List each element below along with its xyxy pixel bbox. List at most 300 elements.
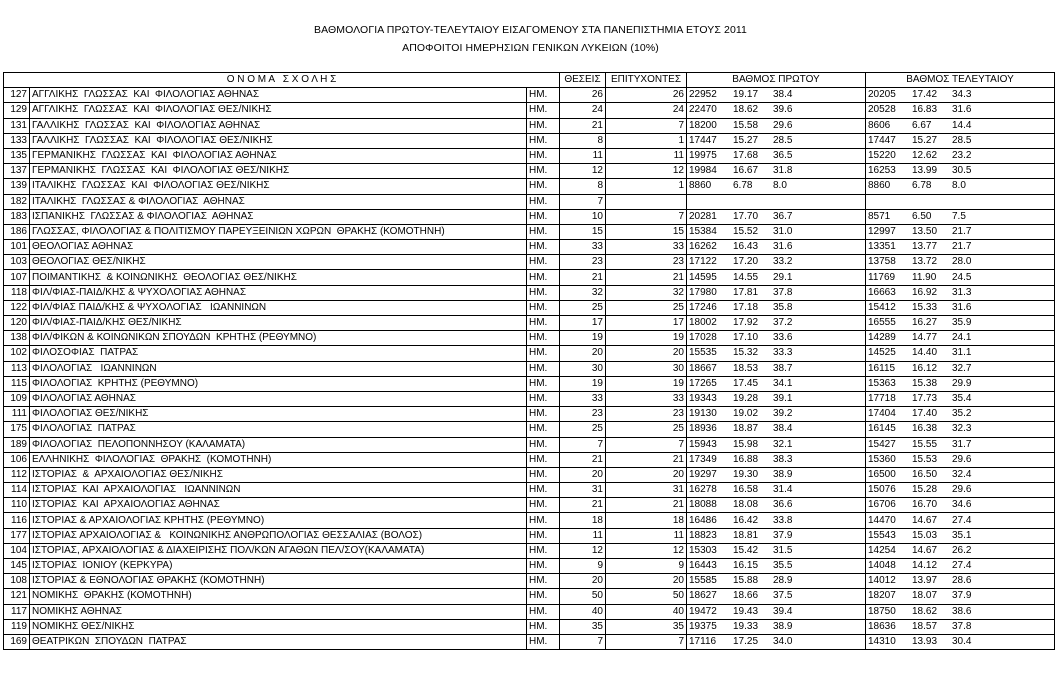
seats-value: 20 bbox=[560, 574, 606, 589]
seats-value: 24 bbox=[560, 103, 606, 118]
last-grade: 6.67 bbox=[912, 119, 932, 131]
last-points: 27.4 bbox=[952, 560, 972, 572]
first-rank: 22470 bbox=[689, 104, 717, 116]
first-score-cell bbox=[687, 164, 866, 179]
first-grade: 17.10 bbox=[733, 332, 759, 344]
first-points: 31.8 bbox=[773, 165, 793, 177]
last-grade: 13.99 bbox=[912, 165, 938, 177]
first-points: 36.7 bbox=[773, 210, 793, 222]
school-name: ΘΕΟΛΟΓΙΑΣ ΑΘΗΝΑΣ bbox=[30, 240, 527, 255]
school-name: ΙΣΤΟΡΙΑΣ & ΕΘΝΟΛΟΓΙΑΣ ΘΡΑΚΗΣ (ΚΟΜΟΤΗΝΗ) bbox=[30, 574, 527, 589]
first-rank: 18200 bbox=[689, 119, 717, 131]
seats-value: 32 bbox=[560, 285, 606, 300]
table-row bbox=[4, 194, 1055, 209]
last-points: 31.6 bbox=[952, 301, 972, 313]
school-type: ΗΜ. bbox=[527, 619, 560, 634]
last-score-cell bbox=[866, 240, 1055, 255]
school-type: ΗΜ. bbox=[527, 589, 560, 604]
last-score-cell bbox=[866, 300, 1055, 315]
first-score-cell bbox=[687, 103, 866, 118]
first-grade: 19.43 bbox=[733, 605, 759, 617]
first-rank: 17980 bbox=[689, 286, 717, 298]
seats-value: 25 bbox=[560, 422, 606, 437]
first-grade: 17.25 bbox=[733, 636, 759, 648]
first-score-cell bbox=[687, 452, 866, 467]
first-points: 37.2 bbox=[773, 317, 793, 329]
first-score-cell bbox=[687, 300, 866, 315]
last-grade: 12.62 bbox=[912, 150, 938, 162]
table-row bbox=[4, 407, 1055, 422]
school-type: ΗΜ. bbox=[527, 103, 560, 118]
last-grade: 15.33 bbox=[912, 301, 938, 313]
school-type: ΗΜ. bbox=[527, 634, 560, 649]
first-points: 38.9 bbox=[773, 468, 793, 480]
first-rank: 19130 bbox=[689, 408, 717, 420]
first-points: 37.9 bbox=[773, 529, 793, 541]
school-code: 114 bbox=[4, 483, 30, 498]
school-type: ΗΜ. bbox=[527, 194, 560, 209]
first-score-cell bbox=[687, 224, 866, 239]
school-name: ΝΟΜΙΚΗΣ ΘΕΣ/ΝΙΚΗΣ bbox=[30, 619, 527, 634]
school-name: ΠΟΙΜΑΝΤΙΚΗΣ & ΚΟΙΝΩΝΙΚΗΣ ΘΕΟΛΟΓΙΑΣ ΘΕΣ/ΝΙΚΗΣ bbox=[30, 270, 527, 285]
table-row bbox=[4, 103, 1055, 118]
first-grade: 15.58 bbox=[733, 119, 759, 131]
school-name: ΝΟΜΙΚΗΣ ΘΡΑΚΗΣ (ΚΟΜΟΤΗΝΗ) bbox=[30, 589, 527, 604]
first-rank: 18667 bbox=[689, 362, 717, 374]
school-name: ΦΙΛ/ΦΙΑΣ ΠΑΙΔ/ΚΗΣ & ΨΥΧΟΛΟΓΙΑΣ ΙΩΑΝΝΙΝΩΝ bbox=[30, 300, 527, 315]
first-rank: 8860 bbox=[689, 180, 712, 192]
first-score-cell bbox=[687, 133, 866, 148]
last-rank: 15363 bbox=[868, 377, 896, 389]
seats-value: 23 bbox=[560, 255, 606, 270]
school-code: 122 bbox=[4, 300, 30, 315]
table-row bbox=[4, 240, 1055, 255]
first-score-cell bbox=[687, 255, 866, 270]
first-score-cell bbox=[687, 376, 866, 391]
school-code: 108 bbox=[4, 574, 30, 589]
last-points: 38.6 bbox=[952, 605, 972, 617]
seats-value: 12 bbox=[560, 164, 606, 179]
first-grade: 16.15 bbox=[733, 560, 759, 572]
first-score-cell bbox=[687, 209, 866, 224]
last-grade: 6.78 bbox=[912, 180, 932, 192]
table-row bbox=[4, 346, 1055, 361]
first-score-cell bbox=[687, 574, 866, 589]
school-name: ΙΣΤΟΡΙΑΣ ΚΑΙ ΑΡΧΑΙΟΛΟΓΙΑΣ ΑΘΗΝΑΣ bbox=[30, 498, 527, 513]
last-grade: 14.67 bbox=[912, 514, 938, 526]
school-code: 189 bbox=[4, 437, 30, 452]
first-rank: 16262 bbox=[689, 241, 717, 253]
school-code: 137 bbox=[4, 164, 30, 179]
last-rank: 17404 bbox=[868, 408, 896, 420]
first-points: 37.8 bbox=[773, 286, 793, 298]
seats-value: 19 bbox=[560, 331, 606, 346]
school-type: ΗΜ. bbox=[527, 164, 560, 179]
table-row bbox=[4, 270, 1055, 285]
school-code: 177 bbox=[4, 528, 30, 543]
first-points: 31.6 bbox=[773, 241, 793, 253]
last-score-cell bbox=[866, 452, 1055, 467]
school-type: ΗΜ. bbox=[527, 148, 560, 163]
last-score-cell bbox=[866, 361, 1055, 376]
school-name: ΓΑΛΛΙΚΗΣ ΓΛΩΣΣΑΣ ΚΑΙ ΦΙΛΟΛΟΓΙΑΣ ΘΕΣ/ΝΙΚΗΣ bbox=[30, 133, 527, 148]
last-points: 34.3 bbox=[952, 89, 972, 101]
first-grade: 19.02 bbox=[733, 408, 759, 420]
seats-value: 26 bbox=[560, 88, 606, 103]
table-row bbox=[4, 559, 1055, 574]
first-score-cell bbox=[687, 513, 866, 528]
first-points: 33.6 bbox=[773, 332, 793, 344]
last-grade: 14.12 bbox=[912, 560, 938, 572]
table-row bbox=[4, 179, 1055, 194]
last-rank: 8571 bbox=[868, 210, 891, 222]
school-code: 117 bbox=[4, 604, 30, 619]
last-rank: 8606 bbox=[868, 119, 891, 131]
first-points: 38.9 bbox=[773, 620, 793, 632]
first-grade: 18.87 bbox=[733, 423, 759, 435]
school-type: ΗΜ. bbox=[527, 559, 560, 574]
seats-value: 23 bbox=[560, 407, 606, 422]
header-admitted: ΕΠΙΤΥΧΟΝΤΕΣ bbox=[606, 73, 687, 88]
seats-value: 8 bbox=[560, 133, 606, 148]
table-row bbox=[4, 209, 1055, 224]
school-name: ΓΕΡΜΑΝΙΚΗΣ ΓΛΩΣΣΑΣ ΚΑΙ ΦΙΛΟΛΟΓΙΑΣ ΑΘΗΝΑΣ bbox=[30, 148, 527, 163]
first-points: 28.9 bbox=[773, 575, 793, 587]
first-rank: 18627 bbox=[689, 590, 717, 602]
first-grade: 15.42 bbox=[733, 544, 759, 556]
seats-value: 19 bbox=[560, 376, 606, 391]
seats-value: 15 bbox=[560, 224, 606, 239]
school-code: 110 bbox=[4, 498, 30, 513]
last-points: 35.4 bbox=[952, 393, 972, 405]
last-points: 28.5 bbox=[952, 134, 972, 146]
school-type: ΗΜ. bbox=[527, 361, 560, 376]
first-points: 39.2 bbox=[773, 408, 793, 420]
last-rank: 16115 bbox=[868, 362, 896, 374]
school-type: ΗΜ. bbox=[527, 422, 560, 437]
last-score-cell bbox=[866, 407, 1055, 422]
last-score-cell bbox=[866, 376, 1055, 391]
seats-value: 21 bbox=[560, 270, 606, 285]
last-score-cell bbox=[866, 528, 1055, 543]
admitted-value: 20 bbox=[606, 467, 687, 482]
school-code: 127 bbox=[4, 88, 30, 103]
school-name: ΝΟΜΙΚΗΣ ΑΘΗΝΑΣ bbox=[30, 604, 527, 619]
table-row bbox=[4, 589, 1055, 604]
first-points: 33.2 bbox=[773, 256, 793, 268]
seats-value: 21 bbox=[560, 498, 606, 513]
school-code: 183 bbox=[4, 209, 30, 224]
last-rank: 20205 bbox=[868, 89, 896, 101]
first-score-cell bbox=[687, 118, 866, 133]
last-score-cell bbox=[866, 194, 1055, 209]
admitted-value: 19 bbox=[606, 331, 687, 346]
last-rank: 13351 bbox=[868, 241, 896, 253]
school-code: 118 bbox=[4, 285, 30, 300]
last-rank: 15220 bbox=[868, 150, 896, 162]
school-code: 133 bbox=[4, 133, 30, 148]
school-name: ΙΣΤΟΡΙΑΣ ΙΟΝΙΟΥ (ΚΕΡΚΥΡΑ) bbox=[30, 559, 527, 574]
first-grade: 15.88 bbox=[733, 575, 759, 587]
first-grade: 6.78 bbox=[733, 180, 753, 192]
last-score-cell bbox=[866, 513, 1055, 528]
school-name: ΦΙΛΟΛΟΓΙΑΣ ΘΕΣ/ΝΙΚΗΣ bbox=[30, 407, 527, 422]
last-score-cell bbox=[866, 543, 1055, 558]
seats-value: 33 bbox=[560, 240, 606, 255]
first-points: 35.5 bbox=[773, 560, 793, 572]
first-rank: 17349 bbox=[689, 453, 717, 465]
first-score-cell bbox=[687, 422, 866, 437]
school-name: ΙΤΑΛΙΚΗΣ ΓΛΩΣΣΑΣ & ΦΙΛΟΛΟΓΙΑΣ ΑΘΗΝΑΣ bbox=[30, 194, 527, 209]
first-score-cell bbox=[687, 391, 866, 406]
school-name: ΓΕΡΜΑΝΙΚΗΣ ΓΛΩΣΣΑΣ ΚΑΙ ΦΙΛΟΛΟΓΙΑΣ ΘΕΣ/ΝΙΚΗΣ bbox=[30, 164, 527, 179]
school-name: ΑΓΓΛΙΚΗΣ ΓΛΩΣΣΑΣ ΚΑΙ ΦΙΛΟΛΟΓΙΑΣ ΘΕΣ/ΝΙΚΗΣ bbox=[30, 103, 527, 118]
school-code: 103 bbox=[4, 255, 30, 270]
school-type: ΗΜ. bbox=[527, 452, 560, 467]
last-points: 34.6 bbox=[952, 499, 972, 511]
school-code: 107 bbox=[4, 270, 30, 285]
school-name: ΙΣΤΟΡΙΑΣ & ΑΡΧΑΙΟΛΟΓΙΑΣ ΘΕΣ/ΝΙΚΗΣ bbox=[30, 467, 527, 482]
table-row bbox=[4, 452, 1055, 467]
first-points: 35.8 bbox=[773, 301, 793, 313]
school-code: 135 bbox=[4, 148, 30, 163]
last-grade: 16.70 bbox=[912, 499, 938, 511]
first-rank: 15585 bbox=[689, 575, 717, 587]
first-rank: 19975 bbox=[689, 150, 717, 162]
first-score-cell bbox=[687, 589, 866, 604]
last-points: 28.6 bbox=[952, 575, 972, 587]
admitted-value: 9 bbox=[606, 559, 687, 574]
last-rank: 15427 bbox=[868, 438, 896, 450]
first-rank: 15535 bbox=[689, 347, 717, 359]
school-type: ΗΜ. bbox=[527, 118, 560, 133]
school-type: ΗΜ. bbox=[527, 407, 560, 422]
table-row bbox=[4, 88, 1055, 103]
school-type: ΗΜ. bbox=[527, 255, 560, 270]
first-points: 8.0 bbox=[773, 180, 787, 192]
first-score-cell bbox=[687, 437, 866, 452]
first-points: 32.1 bbox=[773, 438, 793, 450]
last-rank: 15543 bbox=[868, 529, 896, 541]
first-score-cell bbox=[687, 148, 866, 163]
school-type: ΗΜ. bbox=[527, 483, 560, 498]
first-score-cell bbox=[687, 88, 866, 103]
first-score-cell bbox=[687, 194, 866, 209]
school-type: ΗΜ. bbox=[527, 376, 560, 391]
last-points: 30.4 bbox=[952, 636, 972, 648]
last-rank: 8860 bbox=[868, 180, 891, 192]
school-type: ΗΜ. bbox=[527, 604, 560, 619]
admitted-value: 1 bbox=[606, 133, 687, 148]
last-score-cell bbox=[866, 589, 1055, 604]
school-name: ΦΙΛ/ΦΙΚΩΝ & ΚΟΙΝΩΝΙΚΩΝ ΣΠΟΥΔΩΝ ΚΡΗΤΗΣ (ΡΕΘΥΜΝΟ) bbox=[30, 331, 527, 346]
seats-value: 11 bbox=[560, 528, 606, 543]
first-rank: 17028 bbox=[689, 332, 717, 344]
first-rank: 17447 bbox=[689, 134, 717, 146]
last-points: 35.1 bbox=[952, 529, 972, 541]
last-grade: 13.72 bbox=[912, 256, 938, 268]
first-rank: 17265 bbox=[689, 377, 717, 389]
school-type: ΗΜ. bbox=[527, 209, 560, 224]
last-points: 29.6 bbox=[952, 484, 972, 496]
last-points: 7.5 bbox=[952, 210, 966, 222]
school-name: ΘΕΟΛΟΓΙΑΣ ΘΕΣ/ΝΙΚΗΣ bbox=[30, 255, 527, 270]
last-score-cell bbox=[866, 88, 1055, 103]
last-grade: 16.12 bbox=[912, 362, 938, 374]
first-rank: 19297 bbox=[689, 468, 717, 480]
school-name: ΙΣΤΟΡΙΑΣ ΑΡΧΑΙΟΛΟΓΙΑΣ & ΚΟΙΝΩΝΙΚΗΣ ΑΝΘΡΩΠΟΛΟΓΙΑΣ ΘΕΣΣΑΛΙΑΣ (ΒΟΛΟΣ) bbox=[30, 528, 527, 543]
admitted-value: 18 bbox=[606, 513, 687, 528]
admitted-value: 21 bbox=[606, 270, 687, 285]
first-grade: 18.66 bbox=[733, 590, 759, 602]
first-grade: 14.55 bbox=[733, 271, 759, 283]
school-type: ΗΜ. bbox=[527, 270, 560, 285]
first-points: 31.4 bbox=[773, 484, 793, 496]
table-row bbox=[4, 467, 1055, 482]
school-name: ΕΛΛΗΝΙΚΗΣ ΦΙΛΟΛΟΓΙΑΣ ΘΡΑΚΗΣ (ΚΟΜΟΤΗΝΗ) bbox=[30, 452, 527, 467]
last-points: 27.4 bbox=[952, 514, 972, 526]
table-row bbox=[4, 422, 1055, 437]
seats-value: 25 bbox=[560, 300, 606, 315]
last-rank: 15076 bbox=[868, 484, 896, 496]
first-grade: 19.30 bbox=[733, 468, 759, 480]
last-grade: 15.28 bbox=[912, 484, 938, 496]
school-name: ΦΙΛΟΛΟΓΙΑΣ ΠΑΤΡΑΣ bbox=[30, 422, 527, 437]
last-rank: 14310 bbox=[868, 636, 896, 648]
admitted-value bbox=[606, 194, 687, 209]
last-grade: 16.83 bbox=[912, 104, 938, 116]
last-grade: 15.53 bbox=[912, 453, 938, 465]
first-rank: 15943 bbox=[689, 438, 717, 450]
school-type: ΗΜ. bbox=[527, 300, 560, 315]
school-name: ΑΓΓΛΙΚΗΣ ΓΛΩΣΣΑΣ ΚΑΙ ΦΙΛΟΛΟΓΙΑΣ ΑΘΗΝΑΣ bbox=[30, 88, 527, 103]
table-row bbox=[4, 285, 1055, 300]
last-rank: 18636 bbox=[868, 620, 896, 632]
seats-value: 8 bbox=[560, 179, 606, 194]
last-points: 37.9 bbox=[952, 590, 972, 602]
school-code: 116 bbox=[4, 513, 30, 528]
school-code: 111 bbox=[4, 407, 30, 422]
table-row bbox=[4, 574, 1055, 589]
school-type: ΗΜ. bbox=[527, 467, 560, 482]
first-grade: 18.62 bbox=[733, 104, 759, 116]
last-grade: 6.50 bbox=[912, 210, 932, 222]
school-type: ΗΜ. bbox=[527, 574, 560, 589]
last-points: 31.7 bbox=[952, 438, 972, 450]
last-points: 32.7 bbox=[952, 362, 972, 374]
last-grade: 13.77 bbox=[912, 241, 938, 253]
last-score-cell bbox=[866, 316, 1055, 331]
first-score-cell bbox=[687, 270, 866, 285]
table-row bbox=[4, 619, 1055, 634]
school-name: ΦΙΛ/ΦΙΑΣ-ΠΑΙΔ/ΚΗΣ & ΨΥΧΟΛΟΓΙΑΣ ΑΘΗΝΑΣ bbox=[30, 285, 527, 300]
last-rank: 15412 bbox=[868, 301, 896, 313]
table-row bbox=[4, 148, 1055, 163]
first-rank: 16486 bbox=[689, 514, 717, 526]
first-rank: 16443 bbox=[689, 560, 717, 572]
school-type: ΗΜ. bbox=[527, 346, 560, 361]
last-rank: 17447 bbox=[868, 134, 896, 146]
last-grade: 15.03 bbox=[912, 529, 938, 541]
school-code: 102 bbox=[4, 346, 30, 361]
table-row bbox=[4, 528, 1055, 543]
first-rank: 20281 bbox=[689, 210, 717, 222]
first-score-cell bbox=[687, 407, 866, 422]
school-name: ΦΙΛΟΛΟΓΙΑΣ ΑΘΗΝΑΣ bbox=[30, 391, 527, 406]
school-code: 175 bbox=[4, 422, 30, 437]
last-score-cell bbox=[866, 559, 1055, 574]
first-points: 38.7 bbox=[773, 362, 793, 374]
last-score-cell bbox=[866, 391, 1055, 406]
last-rank: 16145 bbox=[868, 423, 896, 435]
first-points: 29.1 bbox=[773, 271, 793, 283]
first-score-cell bbox=[687, 240, 866, 255]
last-rank: 11769 bbox=[868, 271, 896, 283]
table-row bbox=[4, 118, 1055, 133]
last-score-cell bbox=[866, 422, 1055, 437]
last-score-cell bbox=[866, 437, 1055, 452]
school-code: 139 bbox=[4, 179, 30, 194]
table-row bbox=[4, 513, 1055, 528]
last-points: 21.7 bbox=[952, 225, 972, 237]
first-grade: 17.18 bbox=[733, 301, 759, 313]
admitted-value: 31 bbox=[606, 483, 687, 498]
last-rank: 16663 bbox=[868, 286, 896, 298]
last-rank: 17718 bbox=[868, 393, 896, 405]
seats-value: 7 bbox=[560, 437, 606, 452]
table-row bbox=[4, 316, 1055, 331]
first-score-cell bbox=[687, 604, 866, 619]
admitted-value: 40 bbox=[606, 604, 687, 619]
school-code: 121 bbox=[4, 589, 30, 604]
school-name: ΦΙΛΟΛΟΓΙΑΣ ΠΕΛΟΠΟΝΝΗΣΟΥ (ΚΑΛΑΜΑΤΑ) bbox=[30, 437, 527, 452]
first-score-cell bbox=[687, 483, 866, 498]
last-rank: 16706 bbox=[868, 499, 896, 511]
admitted-value: 30 bbox=[606, 361, 687, 376]
seats-value: 9 bbox=[560, 559, 606, 574]
last-score-cell bbox=[866, 285, 1055, 300]
first-score-cell bbox=[687, 543, 866, 558]
first-score-cell bbox=[687, 346, 866, 361]
last-score-cell bbox=[866, 148, 1055, 163]
table-row bbox=[4, 498, 1055, 513]
last-grade: 17.42 bbox=[912, 89, 938, 101]
first-grade: 15.52 bbox=[733, 225, 759, 237]
last-points: 31.1 bbox=[952, 347, 972, 359]
header-last-score: ΒΑΘΜΟΣ ΤΕΛΕΥΤΑΙΟΥ bbox=[866, 73, 1055, 88]
school-type: ΗΜ. bbox=[527, 498, 560, 513]
school-code: 113 bbox=[4, 361, 30, 376]
seats-value: 40 bbox=[560, 604, 606, 619]
last-grade: 16.92 bbox=[912, 286, 938, 298]
last-grade: 18.07 bbox=[912, 590, 938, 602]
last-score-cell bbox=[866, 133, 1055, 148]
seats-value: 31 bbox=[560, 483, 606, 498]
school-name: ΓΑΛΛΙΚΗΣ ΓΛΩΣΣΑΣ ΚΑΙ ΦΙΛΟΛΟΓΙΑΣ ΑΘΗΝΑΣ bbox=[30, 118, 527, 133]
school-type: ΗΜ. bbox=[527, 331, 560, 346]
admitted-value: 15 bbox=[606, 224, 687, 239]
last-rank: 18207 bbox=[868, 590, 896, 602]
first-score-cell bbox=[687, 528, 866, 543]
admitted-value: 12 bbox=[606, 543, 687, 558]
first-rank: 19343 bbox=[689, 393, 717, 405]
last-points: 35.9 bbox=[952, 317, 972, 329]
last-score-cell bbox=[866, 270, 1055, 285]
table-row bbox=[4, 376, 1055, 391]
last-rank: 13758 bbox=[868, 256, 896, 268]
document-title: ΒΑΘΜΟΛΟΓΙΑ ΠΡΩΤΟΥ-ΤΕΛΕΥΤΑΙΟΥ ΕΙΣΑΓΟΜΕΝΟΥ ΣΤΑ ΠΑΝΕΠΙΣΤΗΜΙΑ ΕΤΟΥΣ 2011 bbox=[313, 24, 747, 36]
first-score-cell bbox=[687, 179, 866, 194]
